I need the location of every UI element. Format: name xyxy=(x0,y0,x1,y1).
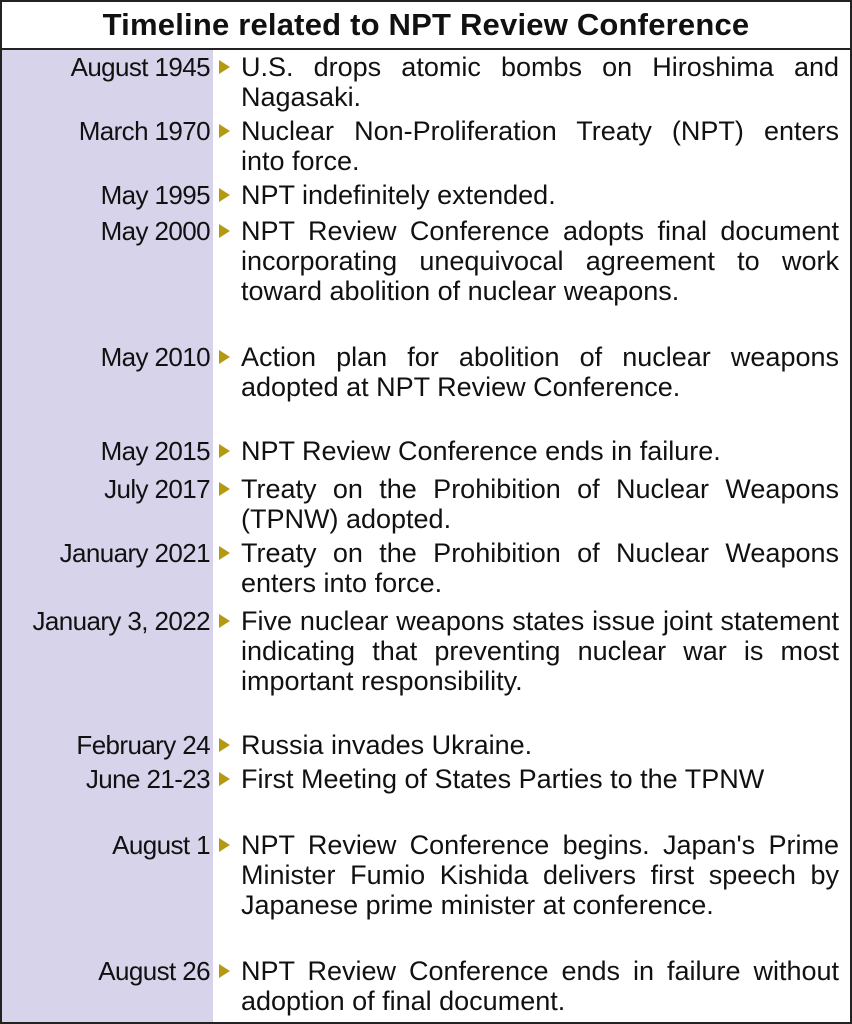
event-description: NPT Review Conference ends in failure without adoption of final document. xyxy=(241,956,839,1016)
triangle-right-icon xyxy=(219,738,230,752)
event-date: August 26 xyxy=(98,956,210,986)
event-date: May 2010 xyxy=(100,342,210,372)
event-date: March 1970 xyxy=(78,116,210,146)
event-date: July 2017 xyxy=(104,474,210,504)
triangle-right-icon xyxy=(219,838,230,852)
event-date: February 24 xyxy=(76,730,210,760)
event-date: August 1945 xyxy=(70,52,210,82)
event-description: First Meeting of States Parties to the TPNW xyxy=(241,764,765,794)
event-date: January 3, 2022 xyxy=(32,606,210,636)
event-description: NPT Review Conference ends in failure. xyxy=(241,436,721,466)
event-date: January 2021 xyxy=(59,538,210,568)
triangle-right-icon xyxy=(219,60,230,74)
event-description: NPT indefinitely extended. xyxy=(241,180,556,210)
triangle-right-icon xyxy=(219,188,230,202)
event-description: Russia invades Ukraine. xyxy=(241,730,533,760)
event-description: Nuclear Non-Proliferation Treaty (NPT) enters into force. xyxy=(241,116,839,176)
event-description: Treaty on the Prohibition of Nuclear Weapons (TPNW) adopted. xyxy=(241,474,839,534)
event-description: Five nuclear weapons states issue joint statement indicating that preventing nuclear war is most important responsibility. xyxy=(241,606,839,696)
triangle-right-icon xyxy=(219,964,230,978)
triangle-right-icon xyxy=(219,224,230,238)
triangle-right-icon xyxy=(219,350,230,364)
title-bar xyxy=(2,2,850,50)
event-description: U.S. drops atomic bombs on Hiroshima and Nagasaki. xyxy=(241,52,839,112)
event-date: May 2000 xyxy=(100,216,210,246)
triangle-right-icon xyxy=(219,444,230,458)
triangle-right-icon xyxy=(219,482,230,496)
event-description: Treaty on the Prohibition of Nuclear Weapons enters into force. xyxy=(241,538,839,598)
triangle-right-icon xyxy=(219,772,230,786)
event-date: May 2015 xyxy=(100,436,210,466)
event-description: NPT Review Conference adopts final document incorporating unequivocal agreement to work toward abolition of nuclear weapons. xyxy=(241,216,839,306)
triangle-right-icon xyxy=(219,124,230,138)
event-description: NPT Review Conference begins. Japan's Prime Minister Fumio Kishida delivers first speech by Japanese prime minister at conference. xyxy=(241,830,839,920)
event-date: May 1995 xyxy=(100,180,210,210)
event-date: June 21-23 xyxy=(85,764,210,794)
page-title: Timeline related to NPT Review Conference xyxy=(102,7,750,42)
event-date: August 1 xyxy=(112,830,210,860)
triangle-right-icon xyxy=(219,546,230,560)
event-description: Action plan for abolition of nuclear weapons adopted at NPT Review Conference. xyxy=(241,342,839,402)
triangle-right-icon xyxy=(219,614,230,628)
